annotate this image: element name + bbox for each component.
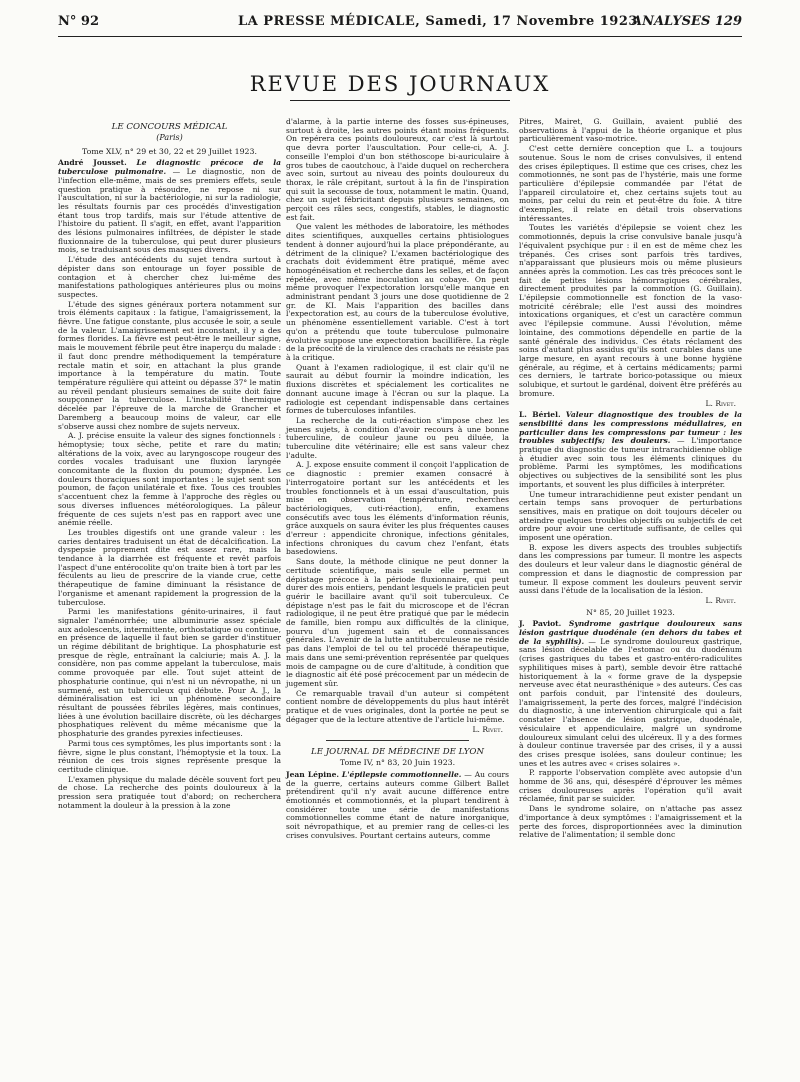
article-paragraph: Parmi tous ces symptômes, les plus importants sont : la fièvre, signe le plus constant, l'hémoptysie et la toux. La réunion de ces trois signes représente presque la certitude clinique. — [58, 738, 281, 774]
article-paragraph: Pitres, Mairet, G. Guillain, avaient publié des observations à l'appui de la théorie organique et plus particulièrement vaso-motrice. — [519, 117, 742, 144]
article-paragraph: A. J. précise ensuite la valeur des signes fonctionnels : hémoptysie; toux sèche, petite et rare du matin; altérations de la voix, avec au laryngoscope rougeur des cordes vocales traduisant une fluxion laryngée concomitante de la fluxion du poumon; dyspnée. Les douleurs thoraciques sont importantes : le sujet sent son poumon, de façon unilatérale et fixe. Tous ces troubles s'accentuent chez la femme à l'approche des règles ou sous diverses influences météorologiques. La pâleur fréquente de ces sujets n'est pas en rapport avec une anémie réelle. — [58, 431, 281, 528]
article-title: Syndrome gastrique douloureux sans lésion gastrique duodénale (en dehors du tabes et de la syphilis). — [519, 619, 742, 646]
article-paragraph: Quant à l'examen radiologique, il est clair qu'il ne saurait au début fournir la moindre indication, les fluxions discrètes et spécialement les corticalites ne donnant aucune image à l'écran ou sur la plaque. La radiologie est cependant indispensable dans certaines formes de tuberculoses infantiles. — [286, 362, 509, 416]
article-paragraph: d'alarme, à la partie interne des fosses sus-épineuses, surtout à droite, les autres points étant moins fréquents. On repérera ces points douloureux, car c'est là surtout que devra porter l'auscultation. Pour celle-ci, A. J. conseille l'emploi d'un bon stéthoscope bi-auriculaire à gros tubes de caoutchouc, à l'aide duquel on recherchera avec soin, surtout au niveau des points douloureux du thorax, le râle crépitant, surtout à la fin de l'inspiration qui suit la secousse de toux, notamment le matin. Quand, chez un sujet fébricitant depuis plusieurs semaines, on perçoit ces râles secs, congestifs, stables, le diagnostic est fait. — [286, 117, 509, 222]
article-paragraph: P. rapporte l'observation complète avec autopsie d'un homme de 36 ans, qui, désespéré d'éprouver les mêmes crises douloureuses après l'opération qu'il avait réclamée, finit par se suicider. — [519, 768, 742, 804]
article-paragraph: L'examen physique du malade décèle souvent fort peu de chose. La recherche des points douloureux à la pression sera pratiquée tout d'abord; on recherchera notamment la douleur à la pression à la zone — [58, 774, 281, 810]
article-title: Valeur diagnostique des troubles de la sensibilité dans les compressions médullaires, en particulier dans les compressions par tumeur : les troubles subjectifs; les douleurs. — [519, 410, 742, 446]
column-3 — [519, 118, 742, 841]
article-paragraph: Sans doute, la méthode clinique ne peut donner la certitude scientifique, mais seule elle permet un dépistage précoce à la période fluxionnaire, qui peut durer des mois entiers, pendant lesquels le praticien peut guérir le bacillaire avant qu'il soit tuberculeux. Ce dépistage n'est pas le fait du microscope et de l'écran radiologique, il ne peut être pratiqué que par le médecin de famille, bien rompu aux difficultés de la clinique, pourvu d'un jugement sain et de connaissances générales. L'avenir de la lutte antituberculeuse ne réside pas dans l'emploi de tel ou tel procédé thérapeutique, mais dans une semi-prévention représentée par quelques mois de campagne ou de cure d'altitude, à condition que le diagnostic ait été posé précocement par un médecin de jugement sûr. — [286, 557, 509, 688]
header-rule — [58, 36, 742, 37]
article-paragraph: Dans le syndrome solaire, on n'attache pas assez d'importance à deux symptômes : l'amaigrissement et la perte des forces, disproportionnées avec la diminution relative de l'alimentation; il semble donc — [519, 804, 742, 840]
source-journal: LE JOURNAL DE MÉDECINE DE LYON — [311, 747, 484, 758]
signature: L. Rivet. — [472, 724, 503, 734]
article-paragraph: L'étude des signes généraux portera notamment sur trois éléments capitaux : la fatigue, l'amaigrissement, la fièvre. Une fatigue constante, plus accusée le soir, a seule de la valeur. L'amaigrissement est inconstant, il y a des formes florides. La fièvre est peut-être le meilleur signe, mais le mouvement fébrile peut être inaperçu du malade : il faut donc prendre méthodiquement la température rectale matin et soir, en attachant la plus grande importance à la température du matin. Toute température régulière qui atteint ou dépasse 37° le matin au réveil pendant plusieurs semaines de suite doit faire soupçonner la tuberculose. L'instabilité thermique décelée par l'épreuve de la marche de Grancher et Daremberg a beaucoup moins de valeur, car elle s'observe aussi chez nombre de sujets nerveux. — [58, 299, 281, 431]
article-paragraph: Toutes les variétés d'épilepsie se voient chez les commotionnés, depuis la crise convulsive banale jusqu'à l'équivalent psychique pur : il en est de même chez les trépanés. Ces crises sont parfois très tardives, n'apparaissant que plusieurs mois ou même plusieurs années après la commotion. Les cas très précoces sont le fait de petites lésions hémorragiques cérébrales, directement produites par la commotion (G. Guillain). L'épilepsie commotionnelle est fonction de la vaso-motricité cérébrale; elle l'est aussi des moindres intoxications organiques, et c'est un caractère commun avec l'épilepsie commune. Aussi l'évolution, même lointaine, des commotions dépendelle en partie de la santé générale des individus. Ces états réclament des soins d'autant plus assidus qu'ils sont curables dans une large mesure, en ayant recours à une bonne hygiène générale, au régime, et à certains médicaments; parmi ces derniers, le tartrate borico-potassique ou mieux solubique, et surtout le gardénal, doivent être préférés au bromure. — [519, 223, 742, 398]
signature: L. Rivet. — [705, 398, 736, 408]
article-title: L'épilepsie commotionnelle. — [341, 769, 462, 779]
article-title: Le diagnostic précoce de la tuberculose pulmonaire. — [58, 158, 281, 177]
article-paragraph: Jean Lépine. L'épilepsie commotionnelle. — Au cours de la guerre, certains auteurs comme Gilbert Ballet prétendirent qu'il n'y avait aucune différence entre émotionnés et commotionnés, et la plupart tendirent à considérer toute une série de manifestations commotionnelles comme étant de nature inorganique, soit névropathique, et au premier rang de celles-ci les crises convulsives. Pourtant certains auteurs, comme — [286, 769, 509, 840]
running-header — [58, 14, 742, 36]
issue-info: Tome XLV, n° 29 et 30, 22 et 29 Juillet 1923. — [82, 146, 257, 156]
article-paragraph: C'est cette dernière conception que L. a toujours soutenue. Sous le nom de crises convulsives, il entend des crises épileptiques. Il estime que ces crises, chez les commotionnés, ne sont pas de l'hystérie, mais une forme particulière d'épilepsie commandée par l'état de l'appareil circulatoire et, chez certains sujets tout au moins, par celui du rein et peut-être du foie. A titre d'exemples, il relate en détail trois observations intéressantes. — [519, 144, 742, 223]
article-paragraph: B. expose les divers aspects des troubles subjectifs dans les compressions par tumeur. Il montre les aspects des douleurs et leur valeur dans le diagnostic général de compression et dans le diagnostic de compression par tumeur. Il expose comment les douleurs peuvent servir aussi dans l'étude de la localisation de la lésion. — [519, 542, 742, 596]
article-paragraph: La recherche de la cuti-réaction s'impose chez les jeunes sujets, à condition d'avoir recours à une bonne tuberculine, de couleur jaune ou peu diluée, la tuberculine dite vétérinaire; elle est sans valeur chez l'adulte. — [286, 415, 509, 460]
title-rule — [290, 100, 510, 101]
source-journal: LE CONCOURS MÉDICAL — [111, 122, 228, 132]
section-divider — [326, 740, 469, 741]
article-paragraph: J. Paviot. Syndrome gastrique douloureux sans lésion gastrique duodénale (en dehors du tabes et de la syphilis). — Le syndrome douloureux gastrique, sans lésion décelable de l'estomac ou du duodénum (crises gastriques du tabes et gastro-entéro-radiculites syphilitiques mises à part), semble devoir être rattaché historiquement à la « forme grave de la dyspepsie nerveuse avec état neurasthénique » des auteurs. Ces cas ont parfois conduit, par l'intensité des douleurs, l'amaigrissement, la perte des forces, malgré l'indécision du diagnostic, à une intervention chirurgicale qui a fait constater l'absence de lésion gastrique, duodénale, vésiculaire et appendiculaire, malgré un syndrome douloureux simulant celui des ulcéreux. Il y a des formes à douleur continue traversée par des crises, il y a aussi des crises presque isolées, sans douleur continue; les unes et les autres avec « crises solaires ». — [519, 619, 742, 768]
author: L. Bériel. — [519, 410, 561, 420]
article-paragraph: Les troubles digestifs ont une grande valeur : les caries dentaires traduisent un état de décalcification. La dyspepsie proprement dite est assez rare, mais la tendance à la diarrhée est fréquente et revêt parfois l'aspect d'une entérocolite qu'on traite bien à tort par les féculents au lieu de prescrire de la viande crue, cette thérapeutique de famine diminuant la résistance de l'organisme et amenant rapidement la progression de la tuberculose. — [58, 527, 281, 607]
article-paragraph: Parmi les manifestations génito-urinaires, il faut signaler l'aménorrhée; une albuminurie assez spéciale aux adolescents, intermittente, orthostatique ou continue, en présence de laquelle il faut bien se garder d'instituer un régime débilitant de brightique. La phosphaturie est presque de règle, entraînant la calciurie; mais A. J. la considère, non pas comme appelant la tuberculose, mais comme provoquée par elle. Tout sujet atteint de phosphaturie continue, qui n'est ni un névropathe, ni un surmené, est un tuberculeux qui débute. Pour A. J., la déminéralisation est ici un phénomène secondaire résultant de poussées fébriles légères, mais continues, liées à une évolution bacillaire discrète, où les décharges phosphatiques relèvent du même mécanisme que la phosphaturie des grandes pyrexies infectieuses. — [58, 607, 282, 739]
page-number: N° 92 — [58, 14, 99, 29]
issue-info: Tome IV, n° 83, 20 Juin 1923. — [339, 758, 456, 768]
issue-info: N° 85, 20 Juillet 1923. — [586, 607, 675, 617]
column-2 — [286, 118, 509, 842]
article-paragraph: Que valent les méthodes de laboratoire, les méthodes dites scientifiques, auxquelles certains phtisiologues tendent à donner aujourd'hui la place prépondérante, au détriment de la clinique? L'examen bactériologique des crachats doit évidemment être pratiqué, même avec homogénéisation et recherche dans les selles, et de façon répétée, avec même inoculation au cobaye. On peut même provoquer l'expectoration lorsqu'elle manque en administrant pendant 3 jours une dose quotidienne de 2 gr. de KI. Mais l'apparition des bacilles dans l'expectoration est, au cours de la tuberculose évolutive, un phénomène essentiellement variable. C'est à tort qu'on a prétendu que toute tuberculose pulmonaire évolutive suppose une expectoration bacillifère. La règle de la précocité de la virulence des crachats ne résiste pas à la critique. — [286, 222, 509, 362]
journal-title: LA PRESSE MÉDICALE, Samedi, 17 Novembre 1923 — [238, 14, 638, 29]
article-paragraph: André Jousset. Le diagnostic précoce de la tuberculose pulmonaire. — Le diagnostic, non de l'infection elle-même, mais de ses premiers effets, seule question pratique à résoudre, ne repose ni sur l'auscultation, ni sur la bactériologie, ni sur la radiologie, les résultats fournis par ces procédés d'investigation étant tous trop tardifs, mais sur l'étude attentive de l'histoire du patient. Il s'agit, en effet, avant l'apparition des lésions pulmonaires infiltrées, de dépister le stade fluxionnaire de la tuberculose, qui peut durer plusieurs mois, se traduisant sous des masques divers. — [58, 158, 281, 255]
author: André Jousset. — [58, 158, 127, 168]
column-1 — [58, 118, 281, 811]
article-paragraph: Ce remarquable travail d'un auteur si compétent contient nombre de développements du plus haut intérêt pratique et de vues originales, dont la portée ne peut se dégager que de la lecture attentive de l'article lui-même. — [286, 688, 509, 724]
article-paragraph: L. Bériel. Valeur diagnostique des troubles de la sensibilité dans les compressions médullaires, en particulier dans les compressions par tumeur : les troubles subjectifs; les douleurs. — L'importance pratique du diagnostic de tumeur intrarachidienne oblige à étudier avec soin tous les éléments cliniques du problème. Parmi les symptômes, les modifications objectives ou subjectives de la sensibilité sont les plus importants, et souvent les plus difficiles à interpréter. — [519, 410, 742, 489]
article-paragraph: Une tumeur intrarachidienne peut exister pendant un certain temps sans provoquer de perturbations sensitives, mais en pratique on doit toujours déceler ou atteindre quelques troubles objectifs ou subjectifs de cet ordre pour avoir une certitude suffisante, de celles qui imposent une opération. — [519, 489, 742, 543]
page-title: REVUE DES JOURNAUX — [249, 72, 551, 96]
author: Jean Lépine. — [286, 769, 340, 779]
section-label: ANALYSES 129 — [632, 14, 742, 29]
source-city: (Paris) — [156, 133, 183, 142]
signature: L. Rivet. — [705, 595, 736, 605]
article-paragraph: A. J. expose ensuite comment il conçoit l'application de ce diagnostic : premier examen consacré à l'interrogatoire portant sur les antécédents et les troubles fonctionnels et à un essai d'auscultation, puis mise en observation (température, recherches bactériologiques, cuti-réaction), enfin, examens consécutifs avec tous les éléments d'information réunis, grâce auxquels on saura éviter les plus fréquentes causes d'erreur : appendicite chronique, infections génitales, infections chroniques du cavum chez l'enfant, états basedowiens. — [286, 460, 509, 557]
article-paragraph: L'étude des antécédents du sujet tendra surtout à dépister dans son entourage un foyer possible de contagion et à chercher chez lui-même des manifestations pathologiques antérieures plus ou moins suspectes. — [58, 255, 281, 299]
author: J. Paviot. — [519, 619, 562, 629]
